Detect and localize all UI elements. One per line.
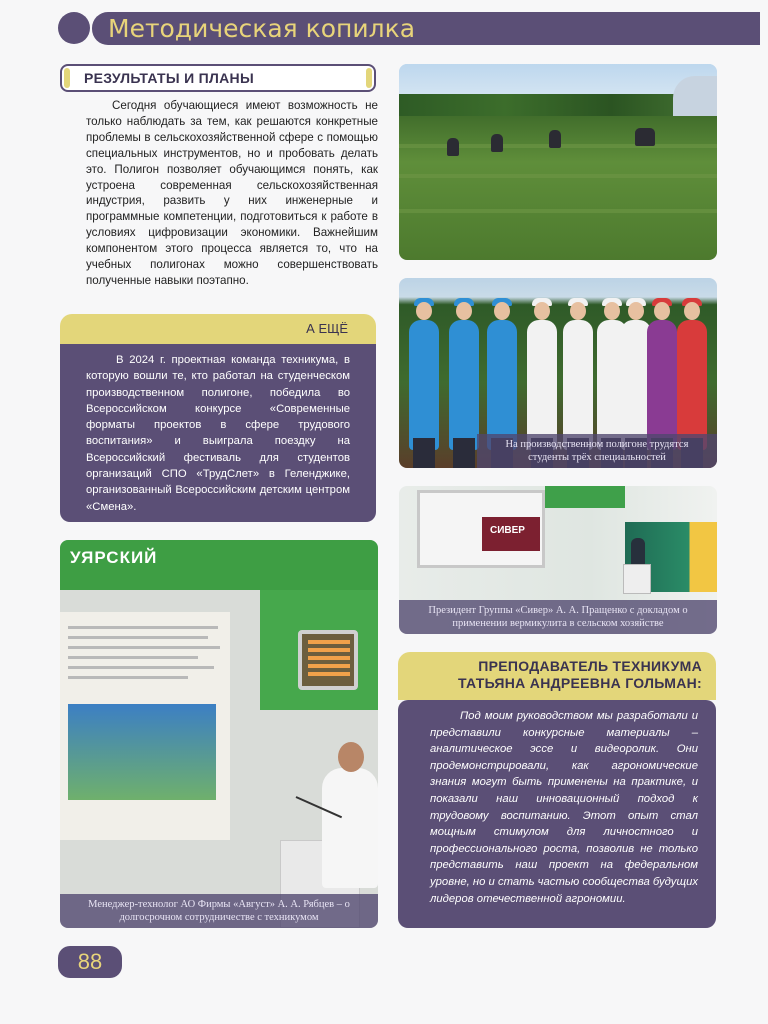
student	[449, 320, 479, 450]
page-title: Методическая копилка	[108, 14, 416, 43]
greenhouse	[673, 76, 717, 116]
more-text: В 2024 г. проектная команда техникума, в которую вошли те, кто работал на студенческом производственном полигоне, победила во Всероссийском конкурсе «Современные форматы проектов в сфере трудового воспитания» и выиграла поездку на Всероссийский фестиваль для студентов организаций СПО «ТрудСлет» в Геленджике, организованный Всероссийским детским центром «Смена».	[86, 354, 350, 513]
more-box	[60, 344, 376, 522]
section-tag-label: РЕЗУЛЬТАТЫ И ПЛАНЫ	[84, 70, 254, 86]
section-tag	[60, 64, 376, 92]
teacher-box	[398, 700, 716, 928]
student	[487, 320, 517, 450]
more-header	[60, 314, 376, 344]
field-photo	[399, 64, 717, 260]
wall-sign: УЯРСКИЙ	[70, 548, 158, 567]
slide-photo	[68, 704, 216, 800]
speaker	[322, 768, 378, 888]
students-photo	[399, 278, 717, 468]
more-label: А ЕЩЁ	[306, 321, 348, 336]
manager-caption: Менеджер-технолог АО Фирмы «Август» А. А. Рябцев – о долгосрочном сотрудничестве с техникумом	[60, 894, 378, 928]
crop-row	[399, 209, 717, 213]
student	[677, 320, 707, 450]
president-caption: Президент Группы «Сивер» А. А. Пращенко с докладом о применении вермикулита в сельском хозяйстве	[399, 600, 717, 634]
student	[409, 320, 439, 450]
heater	[298, 630, 358, 690]
projection-screen	[60, 612, 230, 840]
worker	[635, 128, 655, 146]
presentation-photo	[399, 486, 717, 634]
students-caption: На производственном полигоне трудятся студенты трёх специальностей	[477, 434, 717, 468]
teacher-header	[398, 652, 716, 700]
worker	[491, 134, 503, 152]
crop-row	[399, 174, 717, 178]
page-number: 88	[58, 946, 122, 978]
student	[563, 320, 593, 450]
speaker-photo	[60, 540, 378, 928]
teacher-title	[458, 658, 702, 692]
teacher-title-line2: ТАТЬЯНА АНДРЕЕВНА ГОЛЬМАН:	[458, 675, 702, 691]
student	[527, 320, 557, 450]
green-wall	[545, 486, 625, 508]
student	[647, 320, 677, 450]
header-dot	[58, 12, 90, 44]
worker	[447, 138, 459, 156]
teacher-title-line1: ПРЕПОДАВАТЕЛЬ ТЕХНИКУМА	[478, 658, 702, 674]
projection-screen	[417, 490, 545, 568]
siver-logo: СИВЕР	[482, 517, 540, 551]
worker	[549, 130, 561, 148]
podium	[623, 564, 651, 594]
teacher-quote: Под моим руководством мы разработали и представили конкурсные материалы – аналитическое эссе и видеоролик. Они продемонстрировали, как агрономические знания могут быть применены на практике, и показали наш инновационный подход к трудовому воспитанию. Этот опыт стал мощным стимулом для личностного и профессионального роста, позволив не только представить наш проект на федеральном уровне, но и стать частью сообщества будущих лидеров отечественной агрономии.	[430, 710, 698, 905]
tree-line	[399, 94, 717, 116]
intro-paragraph: Сегодня обучающиеся имеют возможность не только наблюдать за тем, как решаются конкретные проблемы в сельскохозяйственной сфере с помощью специальных инструментов, но и пробовать делать это. Полигон позволяет обучающимся понять, как устроена современная сельскохозяйственная индустрия, развить у них инженерные и программные компетенции, подготовиться к работе в условиях цифровизации экономики. Важнейшим компонентом этого процесса является то, что на учебных полигонах можно совершенствовать полученные навыки поэтапно.	[86, 99, 378, 287]
